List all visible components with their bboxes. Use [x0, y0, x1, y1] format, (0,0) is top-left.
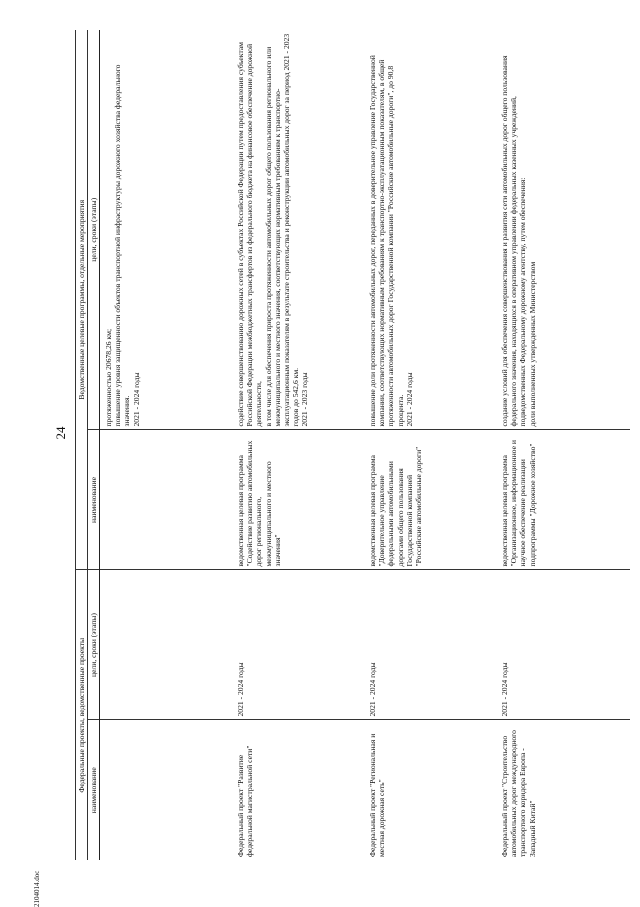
document-code: 2104014.doc: [33, 870, 41, 907]
fp-goals: 2021 - 2024 годы: [368, 662, 378, 717]
fp-name-cell: [498, 720, 630, 860]
header-federal-projects: Федеральные проекты, ведомственные проекты: [76, 570, 88, 860]
vp-goals-cell: [234, 30, 366, 430]
page-number: 24: [53, 426, 68, 440]
header-group-row: [76, 30, 88, 860]
rotated-table-container: [75, 30, 615, 860]
fp-goals-cell: [498, 570, 630, 720]
vp-goals: содействие совершенствованию дорожных сетей в субъектах Российской Федерации путем предоставления субъектам Российской Федерации межбюджетных трансфертов из федерального бюджета на финансовое обеспечение дорожной деятельности, в том числе для обеспечения прироста протяженности автомобильных дорог общего пользования регионального или межмуниципального и местного значения, соответствующих нормативным требованиям к транспортно-эксплуатационным показателям в результате строительства и реконструкции автомобильных дорог за период 2021 - 2023 годов до 542,6 км. 2021 - 2023 годы: [236, 33, 309, 427]
header-fp-goals: цели, сроки (этапы): [88, 570, 100, 720]
vp-goals-cell: [366, 30, 498, 430]
fp-name-cell: [234, 720, 366, 860]
table-row: [498, 30, 630, 860]
fp-goals: 2021 - 2024 годы: [500, 662, 510, 717]
programs-table: [75, 30, 630, 860]
fp-goals: 2021 - 2024 годы: [236, 662, 246, 717]
vp-name: ведомственная целевая программа "Организационное, информационное и научное обеспечение реализации подпрограммы "Дорожное хозяйство": [500, 438, 537, 567]
vp-name: ведомственная целевая программа "Доверительное управление федеральными автомобильными дорогами общего пользования Государственной компанией "Российские автомобильные дороги": [368, 446, 423, 567]
fp-goals-cell: [234, 570, 366, 720]
fp-name: Федеральный проект "Развитие федеральной магистральной сети": [236, 745, 255, 857]
vp-name-cell: [100, 430, 235, 570]
fp-goals-cell: [366, 570, 498, 720]
header-vp-name: наименование: [88, 430, 100, 570]
vp-name-cell: [366, 430, 498, 570]
vp-goals: создание условий для обеспечения совершенствования и развития сети автомобильных дорог общего пользования федерального значения, находящихся в оперативном управлении федеральных казенных учреждений, подведомственных Федеральному дорожному агентству, путем обеспечения: доли выполненных утвержденных Министерством: [500, 55, 537, 427]
vp-goals: протяженностью 20678,26 км; повышение уровня защищенности объектов транспортной инфраструктуры дорожного хозяйства федерального значения. 2021 - 2024 годы: [104, 64, 141, 427]
fp-name: Федеральный проект "Региональная и местная дорожная сеть": [368, 731, 387, 857]
fp-name-cell: [366, 720, 498, 860]
vp-goals-cell: [498, 30, 630, 430]
fp-goals-cell: [100, 570, 235, 720]
vp-name-cell: [234, 430, 366, 570]
header-columns-row: [88, 30, 100, 860]
table-row: [234, 30, 366, 860]
vp-name: ведомственная целевая программа "Содействие развитию автомобильных дорог регионального, межмуниципального и местного значения": [236, 438, 282, 567]
table-row: [100, 30, 235, 860]
fp-name-cell: [100, 720, 235, 860]
header-fp-name: наименование: [88, 720, 100, 860]
vp-goals-cell: [100, 30, 235, 430]
table-row: [366, 30, 498, 860]
vp-name-cell: [498, 430, 630, 570]
header-vp-goals: цели, сроки (этапы): [88, 30, 100, 430]
header-departmental-programs: Ведомственные целевые программы, отдельные мероприятия: [76, 30, 88, 570]
fp-name: Федеральный проект "Строительство автомобильных дорог международного транспортного коридора Европа - Западный Китай": [500, 728, 537, 857]
vp-goals: повышение доли протяженности автомобильных дорог, переданных в доверительное управление Государственной компании, соответствующих нормативным требованиям к транспортно-эксплуатационным показателям, в общей протяженности автомобильных дорог Государственной компании "Российские автомобильные дороги", до 90,8 процента. 2021 - 2024 годы: [368, 55, 414, 427]
